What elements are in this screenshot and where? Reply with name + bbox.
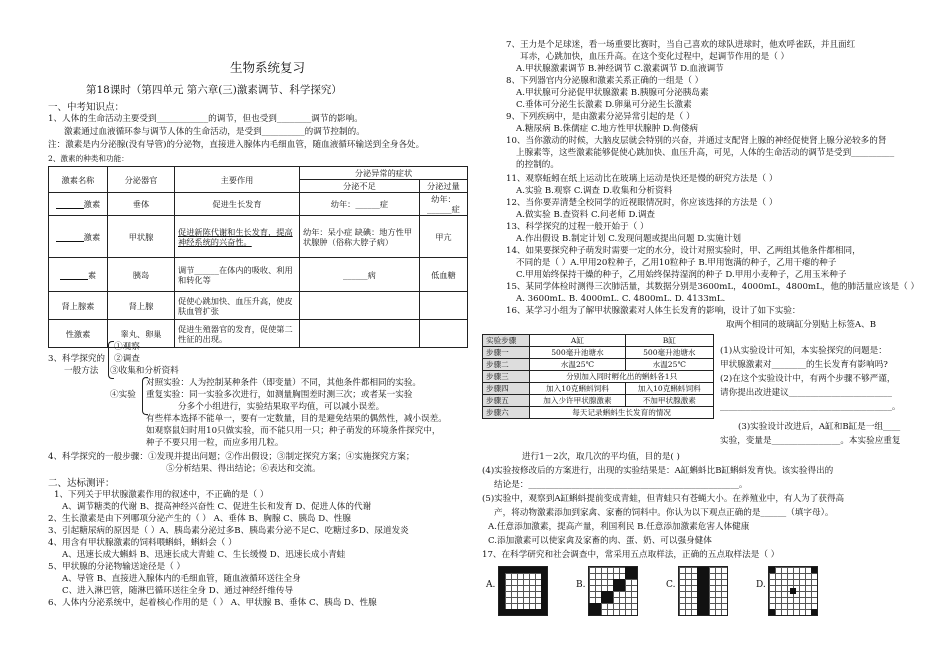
grid-b-mark [625, 567, 637, 579]
exp-ab: 分别加入同时孵化出的蝌蚪各1只 [530, 371, 714, 383]
row1-organ: 垂体 [108, 193, 175, 216]
row1-func: 促进生长发育 [175, 193, 300, 216]
q16-sub5-ab: A.任意添加激素，提高产量，利国利民 B.任意添加激素危害人体健康 [488, 522, 750, 532]
grid-d-mark [769, 609, 775, 615]
row5-name: 性激素 [49, 320, 108, 348]
q16-sub3b: 实验，变量是________________。本实验应重复 [720, 436, 901, 446]
question-5-options-cd: C、进入淋巴管，随淋巴循环送往全身 D、通过神经纤维传导 [62, 586, 294, 596]
question-1-options: A、调节糖类的代谢 B、提高神经兴奋性 C、促进生长和发育 D、促进人体的代谢 [62, 502, 372, 512]
grid-b [588, 566, 638, 616]
question-3: 3、引起糖尿病的原因是（ ）A、胰岛素分泌过多B、胰岛素分泌不足C、吃糖过多D、尿道发炎 [48, 526, 409, 536]
row3-more: 低血糖 [419, 258, 467, 292]
knowledge-4b: ⑤分析结果、得出结论；⑥表达和交流。 [166, 464, 321, 474]
question-6: 6、人体内分泌系统中，起着核心作用的是（ ） A、甲状腺 B、垂体 C、胰岛 D、性腺 [48, 598, 377, 608]
knowledge-2: 2、激素的种类和功能： [48, 154, 129, 163]
row4-organ: 肾上腺 [108, 292, 175, 320]
q16-intro-2: 取两个相同的玻璃缸分别贴上标签A、B [726, 320, 877, 330]
page-subtitle: 第18课时（第四单元 第六章(三)激素调节、科学探究） [86, 84, 342, 96]
exp-b: 加入10克蝌蚪饲料 [625, 383, 713, 395]
row5-organ: 睾丸、卵巢 [108, 320, 175, 348]
q11-options: A.实验 B.观察 C.调查 D.收集和分析资料 [516, 186, 673, 196]
grid-a [498, 566, 548, 616]
grid-d-mark [790, 588, 796, 594]
row1-more: 幼年：______症 [419, 193, 467, 216]
th-disorder: 分泌异常的症状 [300, 167, 468, 180]
q10-line1: 10、当你激动的时候，大脑皮层就会特别的兴奋，并通过支配肾上腺的神经促使肾上腺分泌较多的肾 [506, 136, 887, 146]
knowledge-1c: 注：激素是内分泌腺(没有导管)的分泌物，直接进入腺体内毛细血管，随血液循环输送到全身各处。 [48, 140, 425, 150]
method-survey: ②调查 [114, 354, 140, 364]
th-func: 主要作用 [175, 167, 300, 193]
k3-l4: 有些样本选择不能单一，要有一定数量，目的是避免结果的偶然性，减小误差。 [146, 414, 447, 424]
row2-name: 激素 [49, 216, 108, 258]
exp-head-step: 实验步骤 [483, 335, 530, 347]
q8-ab: A.甲状腺可分泌促甲状腺激素 B.胰腺可分泌胰岛素 [516, 88, 709, 98]
row2-more: 甲亢 [419, 216, 467, 258]
question-4-options: A、迅速长成大蝌蚪 B、迅速长成大青蛙 C、生长缓慢 D、迅速长成小青蛙 [62, 550, 346, 560]
row3-name: 素 [49, 258, 108, 292]
exp-a: 加入10克蝌蚪饲料 [530, 383, 625, 395]
row3-organ: 胰岛 [108, 258, 175, 292]
q11: 11、观察蚯蚓在纸上运动比在玻璃上运动是快还是慢的研究方法是（ ） [506, 174, 778, 184]
exp-step: 步骤五 [483, 395, 530, 407]
q16-sub4: (4)实验按修改后的方案进行，出现的实验结果是：A缸蝌蚪比B缸蝌蚪发育快。该实验得出的 [482, 466, 834, 476]
method-data: ③收集和分析资料 [110, 366, 179, 376]
option-c-label: C. [666, 580, 676, 590]
k3-mid: 一般方法 [64, 366, 99, 376]
brace-2 [142, 377, 148, 415]
q14-line2: 不同的是（ ）A.甲用20粒种子，乙用10粒种子 B.甲用饱满的种子，乙用干瘪的种子 [516, 258, 837, 268]
knowledge-1b: 激素通过血液循环参与调节人体的生命活动，是受到__________的调节控制的。 [64, 127, 365, 137]
exp-a: 加入少许甲状腺激素 [530, 395, 625, 407]
q14-line3: C.甲用始终保持干燥的种子，乙用始终保持湿润的种子 D.甲用小麦种子，乙用玉米种子 [516, 270, 847, 280]
q16-sub3: (3)实验设计改进后，A缸和B缸是一组____ [738, 422, 901, 432]
exp-step: 步骤六 [483, 407, 530, 419]
q8-cd: C.垂体可分泌生长激素 D.卵巢可分泌生长激素 [516, 100, 692, 110]
grid-d-mark [811, 567, 817, 573]
exp-b: 不加甲状腺激素 [625, 395, 713, 407]
q12-options: A.做实验 B.查资料 C.问老师 D.调查 [516, 210, 656, 220]
section-1-heading: 一、中考知识点： [48, 102, 125, 113]
q7-line2: 耳赤，心跳加快，血压升高。在这个变化过程中，起调节作用的是（ ） [520, 52, 790, 62]
q17: 17、在科学研究和社会调查中，常采用五点取样法，正确的五点取样法是（ ） [482, 550, 780, 560]
row4-less [300, 292, 420, 320]
q7-line1: 7、王力是个足球迷，看一场重要比赛时，当自己喜欢的球队进球时，他欢呼雀跃，并且面红 [506, 40, 856, 50]
q16-intro: 16、某学习小组为了解甲状腺激素对人体生长发育的影响，设计了如下实验： [506, 306, 801, 316]
exp-head-a: A缸 [530, 335, 625, 347]
row2-less: 幼年：呆小症 缺碘：地方性甲状腺肿（俗称大脖子病） [300, 216, 420, 258]
q8: 8、下列器官内分泌腺和激素关系正确的一组是（ ） [506, 76, 704, 86]
exp-step: 步骤二 [483, 359, 530, 371]
question-5: 5、甲状腺的分泌物输送途径是（ ） [48, 562, 186, 572]
experiment-table [482, 334, 714, 419]
grid-d-mark [811, 609, 817, 615]
question-4: 4、用含有甲状腺激素的饲料喂蝌蚪，蝌蚪会（ ） [48, 538, 237, 548]
grid-a-mark [499, 567, 547, 573]
row4-more [419, 292, 467, 320]
option-d-label: D. [756, 580, 766, 590]
q13: 13、科学探究的过程一般开始于（ ） [506, 222, 649, 232]
hormone-table [48, 166, 468, 348]
row3-less: ______病 [300, 258, 420, 292]
k3-l6: 种子不要只用一粒，而应多用几粒。 [146, 438, 284, 448]
option-a-label: A. [486, 580, 496, 590]
q16-sub1: (1)从实验设计可知，本实验探究的问题是： [720, 346, 887, 356]
brace-1 [108, 341, 114, 379]
th-less: 分泌不足 [300, 180, 420, 193]
q9-options: A.糖尿病 B.侏儒症 C.地方性甲状腺肿 D.佝偻病 [516, 124, 698, 134]
q16-sub2: (2)在这个实验设计中，有两个步骤不够严谨， [720, 374, 896, 384]
q16-after-1: 进行1－2次，取几次的平均值，目的是( ) [522, 452, 680, 462]
grid-d [768, 566, 818, 616]
exp-step: 步骤四 [483, 383, 530, 395]
grid-a-mark [499, 567, 505, 615]
row4-name: 肾上腺素 [49, 292, 108, 320]
row5-more [419, 320, 467, 348]
q16-sub5b: 产，将动物激素添加到家禽、家畜的饲料中。你认为以下观点正确的是______（填字母）。 [494, 508, 834, 518]
q15: 15、某同学体检时测得三次肺活量，其数据分别是3600mL，4000mL，4800mL，他的肺活量应该是（ ） [506, 282, 920, 292]
row5-func: 促进生殖器官的发育，促使第二性征的出现。 [175, 320, 300, 348]
q16-sub2b: 请你提出改进建议________________________ [720, 388, 892, 398]
exp-head-b: B缸 [625, 335, 713, 347]
row4-func: 促使心跳加快、血压升高，使皮肤血管扩张 [175, 292, 300, 320]
row1-name: 激素 [49, 193, 108, 216]
k3-l5: 如观察鼠妇时用10只做实验，而不能只用一只；种子萌发的环境条件探究中， [146, 426, 441, 436]
exp-b: 500毫升池塘水 [625, 347, 713, 359]
q10-line2: 上腺素等，这些激素能够促使心跳加快、血压升高，可见，人体的生命活动的调节是受到__________ [516, 148, 895, 158]
grid-d-mark [769, 567, 775, 573]
k3-l2: 重复实验：同一实验多次进行，如测量胸围差时测三次；或者某一实验 [146, 390, 413, 400]
th-name: 激素名称 [49, 167, 108, 193]
option-b-label: B. [576, 580, 586, 590]
q16-sub1b: 甲状腺激素对________的生长发育有影响吗? [720, 360, 888, 370]
q16-sub5: (5)实验中，观察到A缸蝌蚪提前变成青蛙，但青蛙只有苍蝇大小。在养殖业中，有人为了获得高 [482, 494, 845, 504]
q16-sub5-c: C.添加激素可以使家禽及家畜的肉、蛋、奶、可以强身健体 [488, 536, 712, 546]
grid-b-mark [589, 603, 601, 615]
k3-l1: 对照实验：人为控制某种条件（即变量）不同，其他条件都相同的实验。 [146, 378, 422, 388]
k3-l3: 分多个小组进行，实验结果取平均值，可以减小误差。 [178, 402, 385, 412]
method-experiment: ④实验 [110, 390, 136, 400]
knowledge-4: 4、科学探究的一般步骤：①发现并提出问题；②作出假设；③制定探究方案；④实施探究方案； [48, 452, 415, 462]
question-1: 1、下列关于甲状腺激素作用的叙述中，不正确的是（ ） [54, 490, 269, 500]
question-5-options-ab: A、导管 B、直接进入腺体内的毛细血管，随血液循环送往全身 [62, 574, 301, 584]
row1-less: 幼年：______症 [300, 193, 420, 216]
exp-step: 步骤三 [483, 371, 530, 383]
th-more: 分泌过量 [419, 180, 467, 193]
q9: 9、下列疾病中，是由激素分泌异常引起的是（ ） [506, 112, 695, 122]
q10-line3: 的控制的。 [516, 160, 559, 170]
th-organ: 分泌器官 [108, 167, 175, 193]
question-2: 2、生长激素是由下列哪项分泌产生的（ ） A、垂体 B、胸腺 C、胰岛 D、性腺 [48, 514, 351, 524]
exp-a: 水温25℃ [530, 359, 625, 371]
grid-c [678, 566, 728, 616]
grid-a-mark [499, 609, 547, 615]
grid-c-mark [697, 567, 709, 615]
exp-ab: 每天记录蝌蚪生长发育的情况 [530, 407, 714, 419]
knowledge-1: 1、人体的生命活动主要受到____________的调节，但也受到________调节的影响。 [48, 114, 363, 124]
q15-options: A. 3600mL. B. 4000mL. C. 4800mL. D. 4133mL. [516, 294, 726, 304]
row2-func: 促进新陈代谢和生长发育，提高神经系统的兴奋性。 [175, 216, 300, 258]
row3-func: 调节______在体内的吸收、利用和转化等 [175, 258, 300, 292]
row2-organ: 甲状腺 [108, 216, 175, 258]
q16-sub2c: ________________________________________。 [720, 402, 901, 412]
k3-head: 3、科学探究的 [48, 354, 106, 364]
grid-a-mark [541, 567, 547, 615]
exp-b: 水温25℃ [625, 359, 713, 371]
grid-b-mark [613, 579, 625, 591]
method-observe: ①观察 [114, 342, 140, 352]
exp-step: 步骤一 [483, 347, 530, 359]
q13-options: A.作出假设 B.制定计划 C.发现问题或提出问题 D.实施计划 [516, 234, 741, 244]
q7-options: A.甲状腺激素调节 B.神经调节 C.激素调节 D.血液调节 [516, 64, 724, 74]
q12: 12、当你要弄清楚全校同学的近视眼情况时，你应该选择的方法是（ ） [506, 198, 778, 208]
exp-a: 500毫升池塘水 [530, 347, 625, 359]
page-title: 生物系统复习 [230, 60, 306, 75]
grid-b-mark [601, 591, 613, 603]
q16-sub4b: 结论是：_________________________________________________。 [494, 480, 748, 490]
section-2-heading: 二、达标测评： [48, 478, 115, 489]
row5-less [300, 320, 420, 348]
q14-line1: 14、如果要探究种子萌发时需要一定的水分，设计对照实验时，甲、乙两组其他条件都相同， [506, 246, 861, 256]
